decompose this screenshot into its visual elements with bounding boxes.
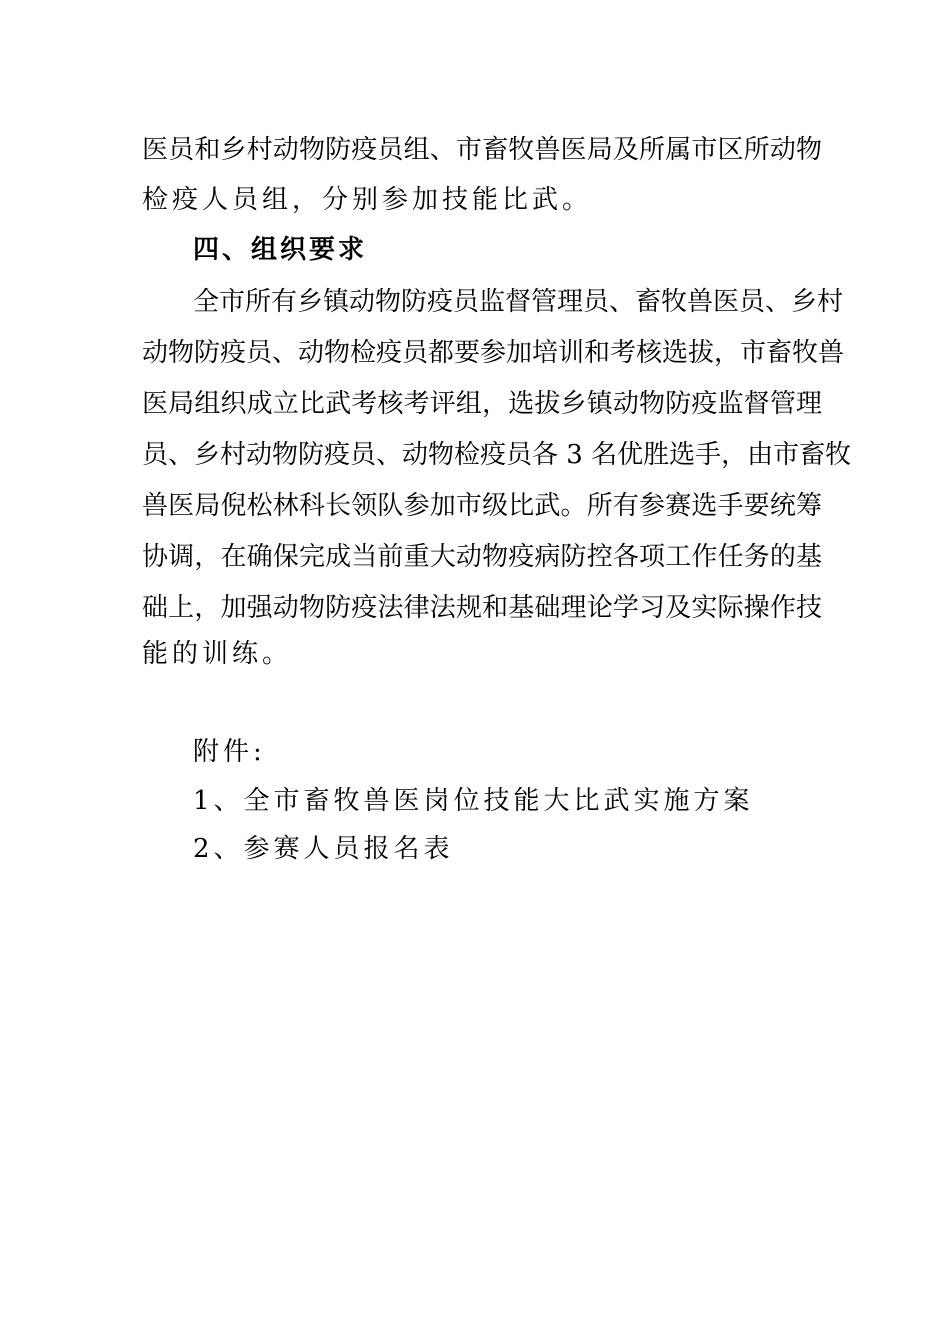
paragraph-continuation-line-1: 医员和乡村动物防疫员组、市畜牧兽医局及所属市区所动物 [142, 135, 822, 165]
paragraph-body-line-2: 动物防疫员、动物检疫员都要参加培训和考核选拔，市畜牧兽 [142, 338, 845, 368]
attachment-item-2: 2、参赛人员报名表 [193, 834, 454, 864]
section-heading: 四、组织要求 [193, 235, 368, 265]
paragraph-body-line-8: 能的训练。 [142, 639, 293, 669]
attachment-item-1: 1、全市畜牧兽医岗位技能大比武实施方案 [193, 786, 754, 816]
paragraph-body-line-3: 医局组织成立比武考核考评组，选拔乡镇动物防疫监督管理 [142, 389, 822, 419]
paragraph-continuation-line-2: 检疫人员组，分别参加技能比武。 [142, 185, 593, 215]
paragraph-body-line-6: 协调，在确保完成当前重大动物疫病防控各项工作任务的基 [142, 542, 822, 572]
attachments-label: 附件: [193, 737, 266, 767]
paragraph-body-line-5: 兽医局倪松林科长领队参加市级比武。所有参赛选手要统筹 [142, 491, 822, 521]
paragraph-body-line-4: 员、乡村动物防疫员、动物检疫员各 3 名优胜选手，由市畜牧 [142, 440, 852, 470]
paragraph-body-line-7: 础上，加强动物防疫法律法规和基础理论学习及实际操作技 [142, 593, 822, 623]
paragraph-body-line-1: 全市所有乡镇动物防疫员监督管理员、畜牧兽医员、乡村 [193, 287, 844, 317]
